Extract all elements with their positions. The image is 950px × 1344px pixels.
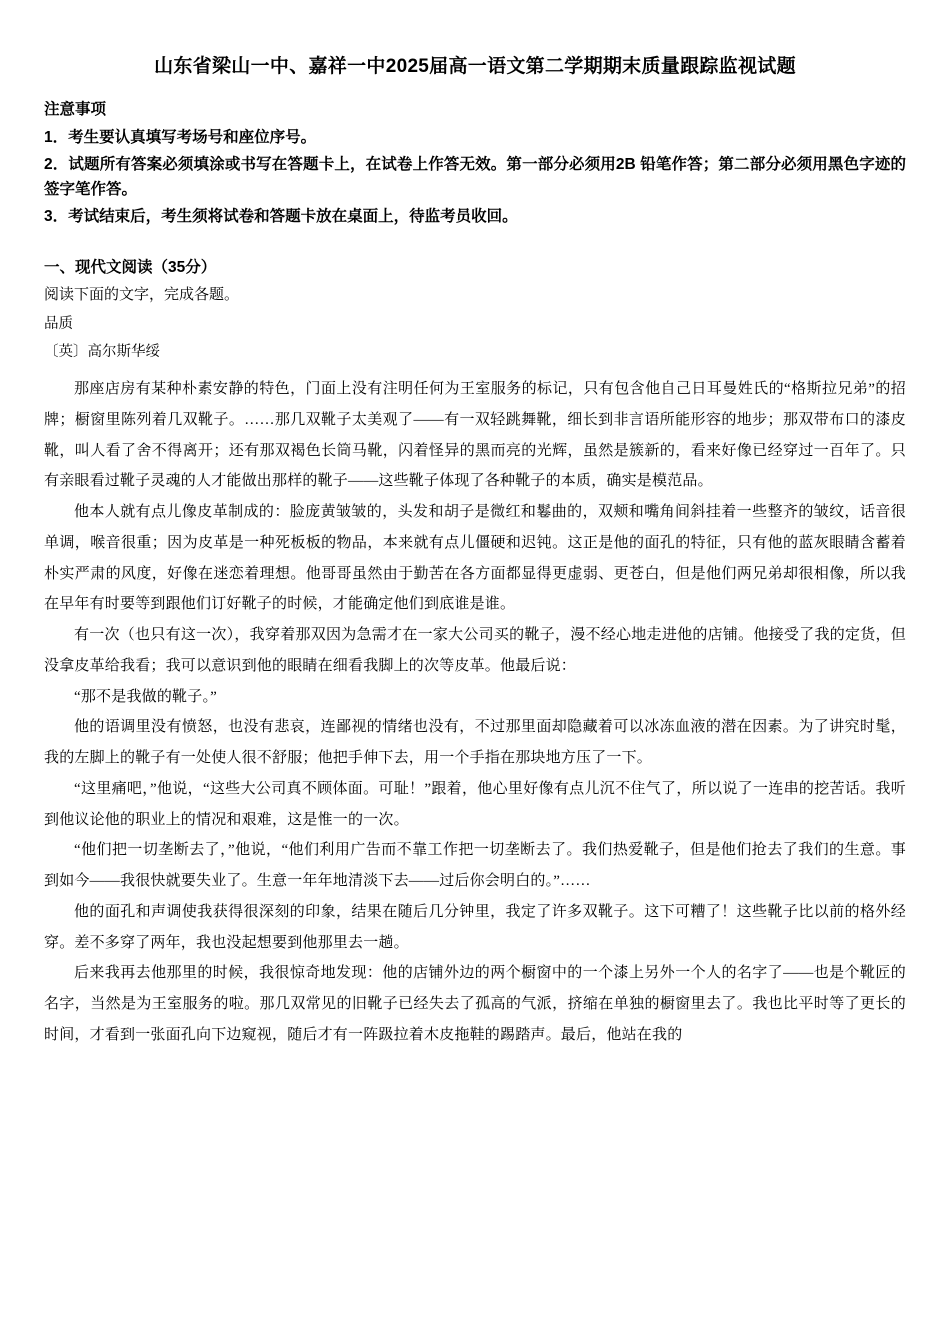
passage-paragraph: “他们把一切垄断去了，”他说，“他们利用广告而不靠工作把一切垄断去了。我们热爱靴子，但是他们抢去了我们的生意。事到如今——我很快就要失业了。生意一年年地清淡下去——过后你会明白的。”…… — [44, 842, 906, 890]
section-heading: 一、现代文阅读（35分） — [44, 259, 217, 277]
page-title: 山东省梁山一中、嘉祥一中2025届高一语文第二学期期末质量跟踪监视试题 — [154, 56, 796, 77]
passage-paragraph: 他本人就有点儿像皮革制成的：脸庞黄皱皱的，头发和胡子是微红和鬈曲的，双颊和嘴角间斜挂着一些整齐的皱纹，话音很单调，喉音很重；因为皮革是一种死板板的物品，本来就有点儿僵硬和迟钝。这正是他的面孔的特征，只有他的蓝灰眼睛含蓄着朴实严肃的风度，好像在迷恋着理想。他哥哥虽然由于勤苦在各方面都显得更虚弱、更苍白，但是他们两兄弟却很相像，所以我在早年有时要等到跟他们订好靴子的时候，才能确定他们到底谁是谁。 — [44, 504, 906, 613]
passage-paragraph: “那不是我做的靴子。” — [74, 688, 218, 705]
passage-paragraph: 他的面孔和声调使我获得很深刻的印象，结果在随后几分钟里，我定了许多双靴子。这下可糟了！这些靴子比以前的格外经穿。差不多穿了两年，我也没起想要到他那里去一趟。 — [44, 903, 906, 951]
passage-paragraph: 他的语调里没有愤怒，也没有悲哀，连鄙视的情绪也没有，不过那里面却隐藏着可以冰冻血液的潜在因素。为了讲究时髦，我的左脚上的靴子有一处使人很不舒服；他把手伸下去，用一个手指在那块地方压了一下。 — [44, 719, 906, 767]
passage-paragraph: 那座店房有某种朴素安静的特色，门面上没有注明任何为王室服务的标记，只有包含他自己日耳曼姓氏的“格斯拉兄弟”的招牌；橱窗里陈列着几双靴子。……那几双靴子太美观了——有一双轻跳舞靴，细长到非言语所能形容的地步；那双带布口的漆皮靴，叫人看了舍不得离开；还有那双褐色长筒马靴，闪着怪异的黑而亮的光辉，虽然是簇新的，看来好像已经穿过一百年了。只有亲眼看过靴子灵魂的人才能做出那样的靴子——这些靴子体现了各种靴子的本质，确实是模范品。 — [44, 381, 906, 490]
section-instruction: 阅读下面的文字，完成各题。 — [44, 287, 240, 304]
passage-paragraph: 有一次（也只有这一次），我穿着那双因为急需才在一家大公司买的靴子，漫不经心地走进他的店铺。他接受了我的定货，但没拿皮革给我看；我可以意识到他的眼睛在细看我脚上的次等皮革。他最后说： — [44, 627, 906, 674]
spacer — [44, 366, 906, 374]
passage-paragraph: “这里痛吧，”他说，“这些大公司真不顾体面。可耻！”跟着，他心里好像有点儿沉不住气了，所以说了一连串的挖苦话。我听到他议论他的职业上的情况和艰难，这是惟一的一次。 — [44, 780, 906, 828]
notice-item-2: 2．试题所有答案必须填涂或书写在答题卡上，在试卷上作答无效。第一部分必须用2B 铅笔作答；第二部分必须用黑色字迹的签字笔作答。 — [44, 155, 906, 198]
passage-paragraph: 后来我再去他那里的时候，我很惊奇地发现：他的店铺外边的两个橱窗中的一个漆上另外一个人的名字了——也是个靴匠的名字，当然是为王室服务的啦。那几双常见的旧靴子已经失去了孤高的气派，挤缩在单独的橱窗里去了。我也比平时等了更长的时间，才看到一张面孔向下边窥视，随后才有一阵趿拉着木皮拖鞋的踢踏声。最后，他站在我的 — [44, 965, 906, 1043]
notice-item-3: 3．考试结束后，考生须将试卷和答题卡放在桌面上，待监考员收回。 — [44, 207, 518, 225]
work-title: 品质 — [44, 316, 73, 333]
notice-item-1: 1．考生要认真填写考场号和座位序号。 — [44, 128, 317, 146]
notice-heading: 注意事项 — [44, 100, 107, 118]
work-author: 〔英〕高尔斯华绥 — [44, 343, 160, 360]
